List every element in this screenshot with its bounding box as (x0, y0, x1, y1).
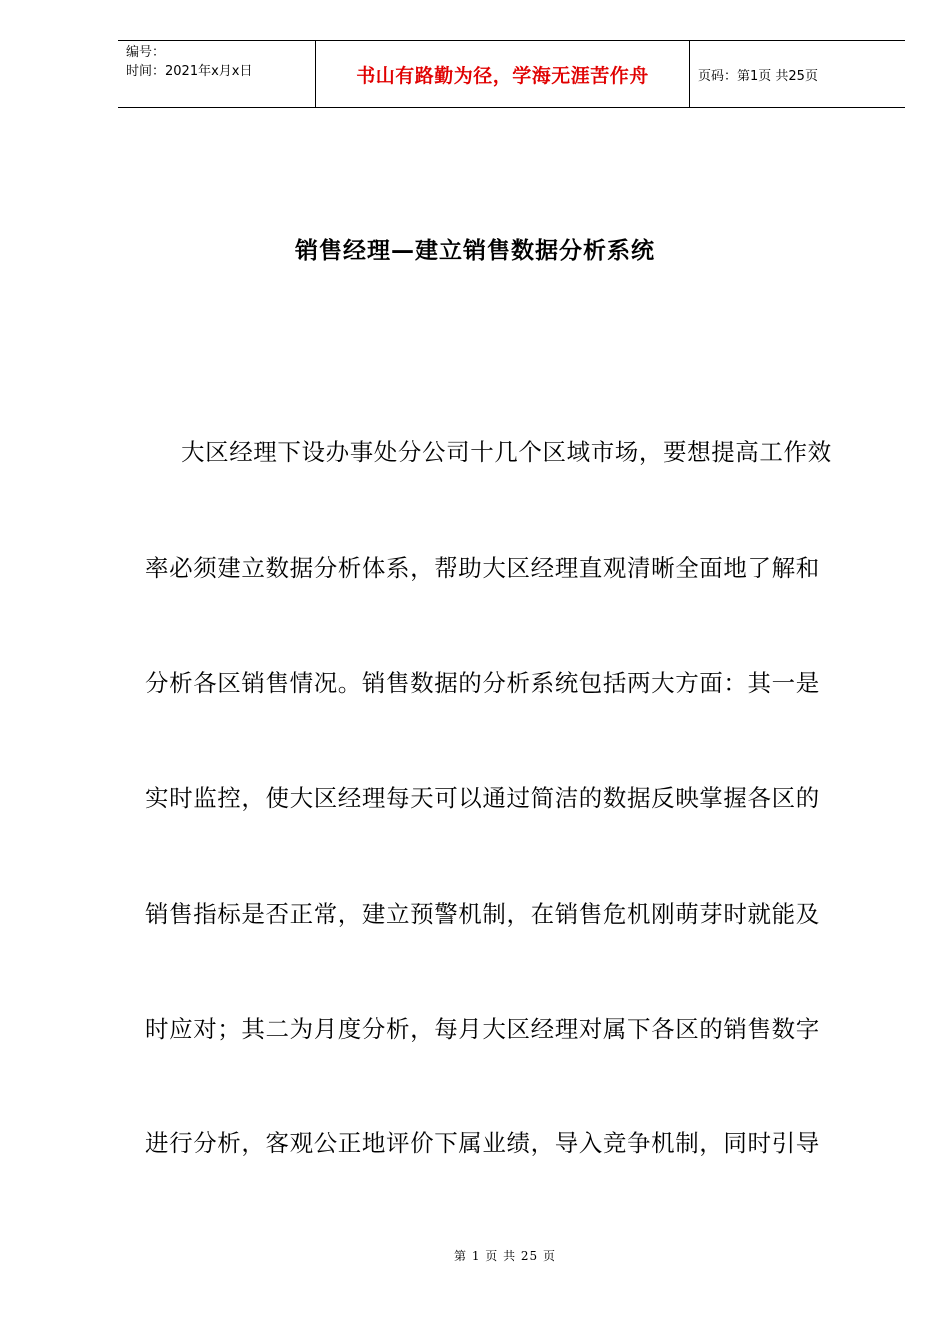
body-line: 时应对；其二为月度分析，每月大区经理对属下各区的销售数字 (145, 1015, 820, 1043)
page-header (118, 40, 905, 108)
header-meta (118, 41, 316, 107)
body-line: 进行分析，客观公正地评价下属业绩，导入竞争机制，同时引导 (145, 1129, 820, 1157)
body-line: 率必须建立数据分析体系，帮助大区经理直观清晰全面地了解和 (145, 554, 820, 582)
body-line: 大区经理下设办事处分公司十几个区域市场，要想提高工作效 (181, 438, 832, 466)
header-page-info: 页码：第1页 共25页 (698, 68, 818, 84)
body-line: 分析各区销售情况。销售数据的分析系统包括两大方面：其一是 (145, 669, 820, 697)
header-motto: 书山有路勤为径，学海无涯苦作舟 (316, 41, 690, 107)
document-time-label: 时间：2021年x月x日 (126, 64, 253, 79)
document-number-label: 编号： (126, 45, 166, 60)
document-title: 销售经理—建立销售数据分析系统 (295, 238, 655, 264)
body-line: 销售指标是否正常，建立预警机制，在销售危机刚萌芽时就能及 (145, 900, 820, 928)
page-footer: 第 1 页 共 25 页 (454, 1249, 556, 1263)
body-line: 实时监控，使大区经理每天可以通过简洁的数据反映掌握各区的 (145, 784, 820, 812)
